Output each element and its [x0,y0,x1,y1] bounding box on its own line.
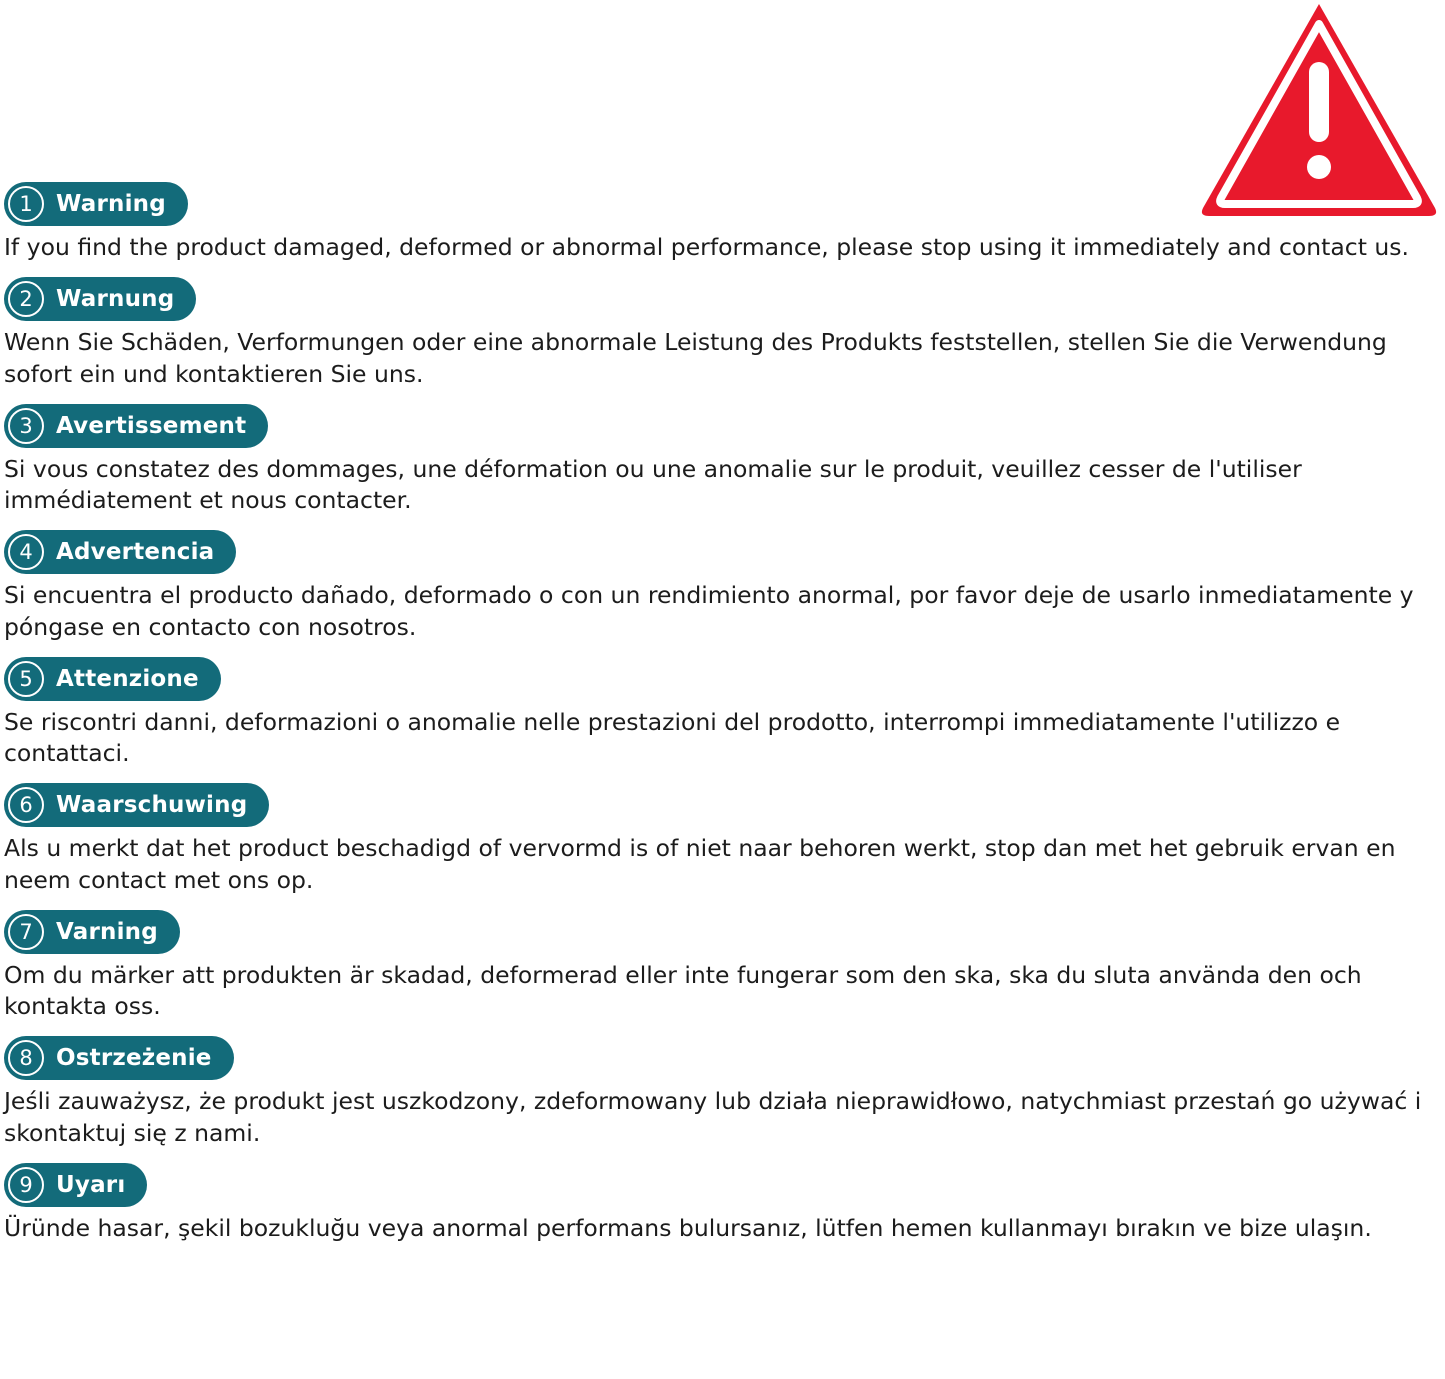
list-item [4,404,1438,517]
status-badge [4,277,196,321]
status-badge [4,530,236,574]
list-item [4,910,1438,1023]
warning-text: Si encuentra el producto dañado, deformado o con un rendimiento anormal, por favor deje de usarlo inmediatamente y póngase en contacto con nosotros. [4,581,1414,641]
badge-row [4,657,1438,701]
list-item [4,783,1438,896]
badge-row [4,404,1438,448]
badge-row [4,910,1438,954]
badge-label: Avertissement [56,412,247,439]
badge-row [4,182,1438,226]
status-badge [4,910,180,954]
warning-text: Si vous constatez des dommages, une déformation ou une anomalie sur le produit, veuillez cesser de l'utiliser immédiatement et nous contacter. [4,454,1302,514]
badge-label: Varning [56,918,158,945]
badge-label: Warning [56,191,166,217]
badge-row [4,277,1438,321]
warning-text: Se riscontri danni, deformazioni o anomalie nelle prestazioni del prodotto, interrompi immediatamente l'utilizzo e contattaci. [4,707,1341,767]
badge-number: 3 [8,408,44,444]
list-item [4,1163,1438,1244]
warning-text: If you find the product damaged, deformed or abnormal performance, please stop using it immediately and contact us. [4,233,1409,261]
badge-label: Ostrzeżenie [56,1045,212,1072]
status-badge [4,1036,234,1080]
badge-row [4,530,1438,574]
badge-number: 4 [8,534,44,570]
badge-label: Uyarı [56,1171,126,1198]
list-item [4,1036,1438,1149]
list-item [4,182,1438,263]
list-item [4,530,1438,643]
warning-text: Om du märker att produkten är skadad, deformerad eller inte fungerar som den ska, ska du sluta använda den och kontakta oss. [4,960,1362,1020]
badge-number: 5 [8,661,44,697]
warning-sections-list [4,182,1438,1258]
badge-row [4,783,1438,827]
badge-number: 1 [8,186,44,222]
status-badge [4,182,188,226]
badge-label: Waarschuwing [56,792,248,819]
status-badge [4,1163,147,1207]
warning-text: Üründe hasar, şekil bozukluğu veya anormal performans bulursanız, lütfen hemen kullanmayı bırakın ve bize ulaşın. [4,1213,1372,1242]
list-item [4,657,1438,770]
badge-row [4,1036,1438,1080]
status-badge [4,404,268,448]
warning-text: Jeśli zauważysz, że produkt jest uszkodzony, zdeformowany lub działa nieprawidłowo, natychmiast przestań go używać i skontaktuj się z nami. [4,1087,1422,1147]
badge-row [4,1163,1438,1207]
badge-number: 9 [8,1167,44,1203]
badge-label: Attenzione [56,665,199,692]
badge-number: 7 [8,914,44,950]
badge-number: 2 [8,281,44,317]
warning-text: Als u merkt dat het product beschadigd of vervormd is of niet naar behoren werkt, stop dan met het gebruik ervan en neem contact met ons op. [4,834,1396,894]
warning-text: Wenn Sie Schäden, Verformungen oder eine abnormale Leistung des Produkts feststellen, stellen Sie die Verwendung sofort ein und kontaktieren Sie uns. [4,328,1387,388]
badge-number: 6 [8,787,44,823]
status-badge [4,657,221,701]
badge-label: Warnung [56,286,175,313]
list-item [4,277,1438,390]
badge-label: Advertencia [56,539,215,566]
status-badge [4,783,269,827]
badge-number: 8 [8,1040,44,1076]
